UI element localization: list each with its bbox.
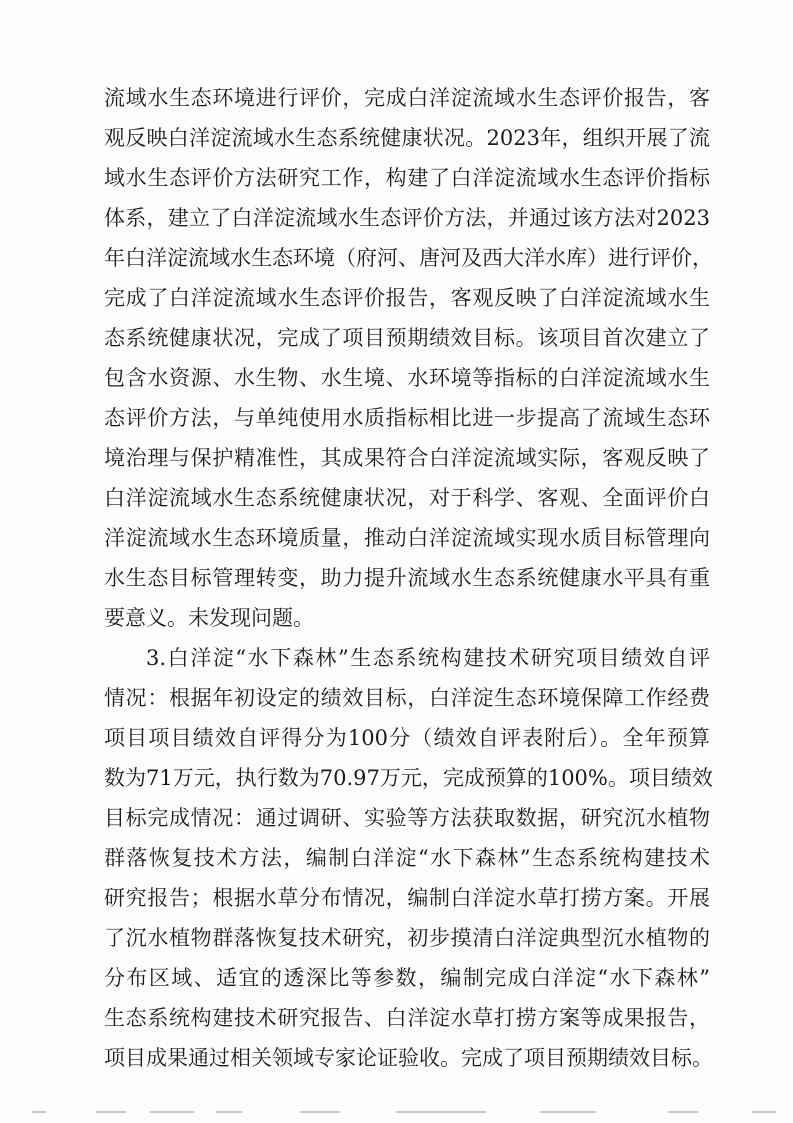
scan-artifact: [32, 1111, 46, 1113]
scan-artifact-strip: [0, 1108, 793, 1116]
body-text-line: 目标完成情况：通过调研、实验等方法获取数据，研究沉水植物: [104, 806, 710, 830]
body-text-line: 观反映白洋淀流域水生态系统健康状况。2023年，组织开展了流: [104, 126, 710, 150]
body-text-line: 要意义。未发现问题。: [104, 606, 314, 630]
body-text-line: 分布区域、适宜的透深比等参数，编制完成白洋淀“水下森林”: [104, 966, 710, 990]
body-text-line: 洋淀流域水生态环境质量，推动白洋淀流域实现水质目标管理向: [104, 526, 710, 550]
scan-artifact: [540, 1111, 596, 1113]
scan-artifact: [300, 1111, 340, 1113]
body-text-line: 生态系统构建技术研究报告、白洋淀水草打捞方案等成果报告，: [104, 1006, 710, 1030]
body-text-line: 研究报告；根据水草分布情况，编制白洋淀水草打捞方案。开展: [104, 886, 710, 910]
scan-artifact: [216, 1111, 242, 1113]
body-text-line: 态评价方法，与单纯使用水质指标相比进一步提高了流域生态环: [104, 406, 710, 430]
body-text-line: 项目成果通过相关领域专家论证验收。完成了项目预期绩效目标。: [104, 1046, 713, 1070]
body-text-line: 水生态目标管理转变，助力提升流域水生态系统健康水平具有重: [104, 566, 710, 590]
scan-artifact: [150, 1111, 194, 1113]
body-text-line: 项目项目绩效自评得分为100分（绩效自评表附后）。全年预算: [104, 726, 710, 750]
body-text-line: 境治理与保护精准性，其成果符合白洋淀流域实际，客观反映了: [104, 446, 710, 470]
body-text-line: 数为71万元，执行数为70.97万元，完成预算的100%。项目绩效: [104, 766, 713, 790]
body-text-line: 了沉水植物群落恢复技术研究，初步摸清白洋淀典型沉水植物的: [104, 926, 710, 950]
scan-artifact: [396, 1111, 486, 1113]
body-text-line: 完成了白洋淀流域水生态评价报告，客观反映了白洋淀流域水生: [104, 286, 710, 310]
scan-artifact: [96, 1111, 126, 1113]
scan-artifact: [752, 1111, 776, 1113]
body-text-line: 域水生态评价方法研究工作，构建了白洋淀流域水生态评价指标: [104, 166, 710, 190]
body-text-line: 群落恢复技术方法，编制白洋淀“水下森林”生态系统构建技术: [104, 846, 710, 870]
body-text-line: 流域水生态环境进行评价，完成白洋淀流域水生态评价报告，客: [104, 86, 710, 110]
body-text-line: 体系，建立了白洋淀流域水生态评价方法，并通过该方法对2023: [104, 206, 710, 230]
body-text-line: 白洋淀流域水生态系统健康状况，对于科学、客观、全面评价白: [104, 486, 710, 510]
body-text-line: 年白洋淀流域水生态环境（府河、唐河及西大洋水库）进行评价，: [104, 246, 713, 270]
body-text-line: 包含水资源、水生物、水生境、水环境等指标的白洋淀流域水生: [104, 366, 710, 390]
body-text-line: 态系统健康状况，完成了项目预期绩效目标。该项目首次建立了: [104, 326, 710, 350]
scan-artifact: [668, 1111, 698, 1113]
body-text-line: 情况：根据年初设定的绩效目标，白洋淀生态环境保障工作经费: [104, 686, 710, 710]
section-heading-line: 3.白洋淀“水下森林”生态系统构建技术研究项目绩效自评: [146, 646, 710, 670]
